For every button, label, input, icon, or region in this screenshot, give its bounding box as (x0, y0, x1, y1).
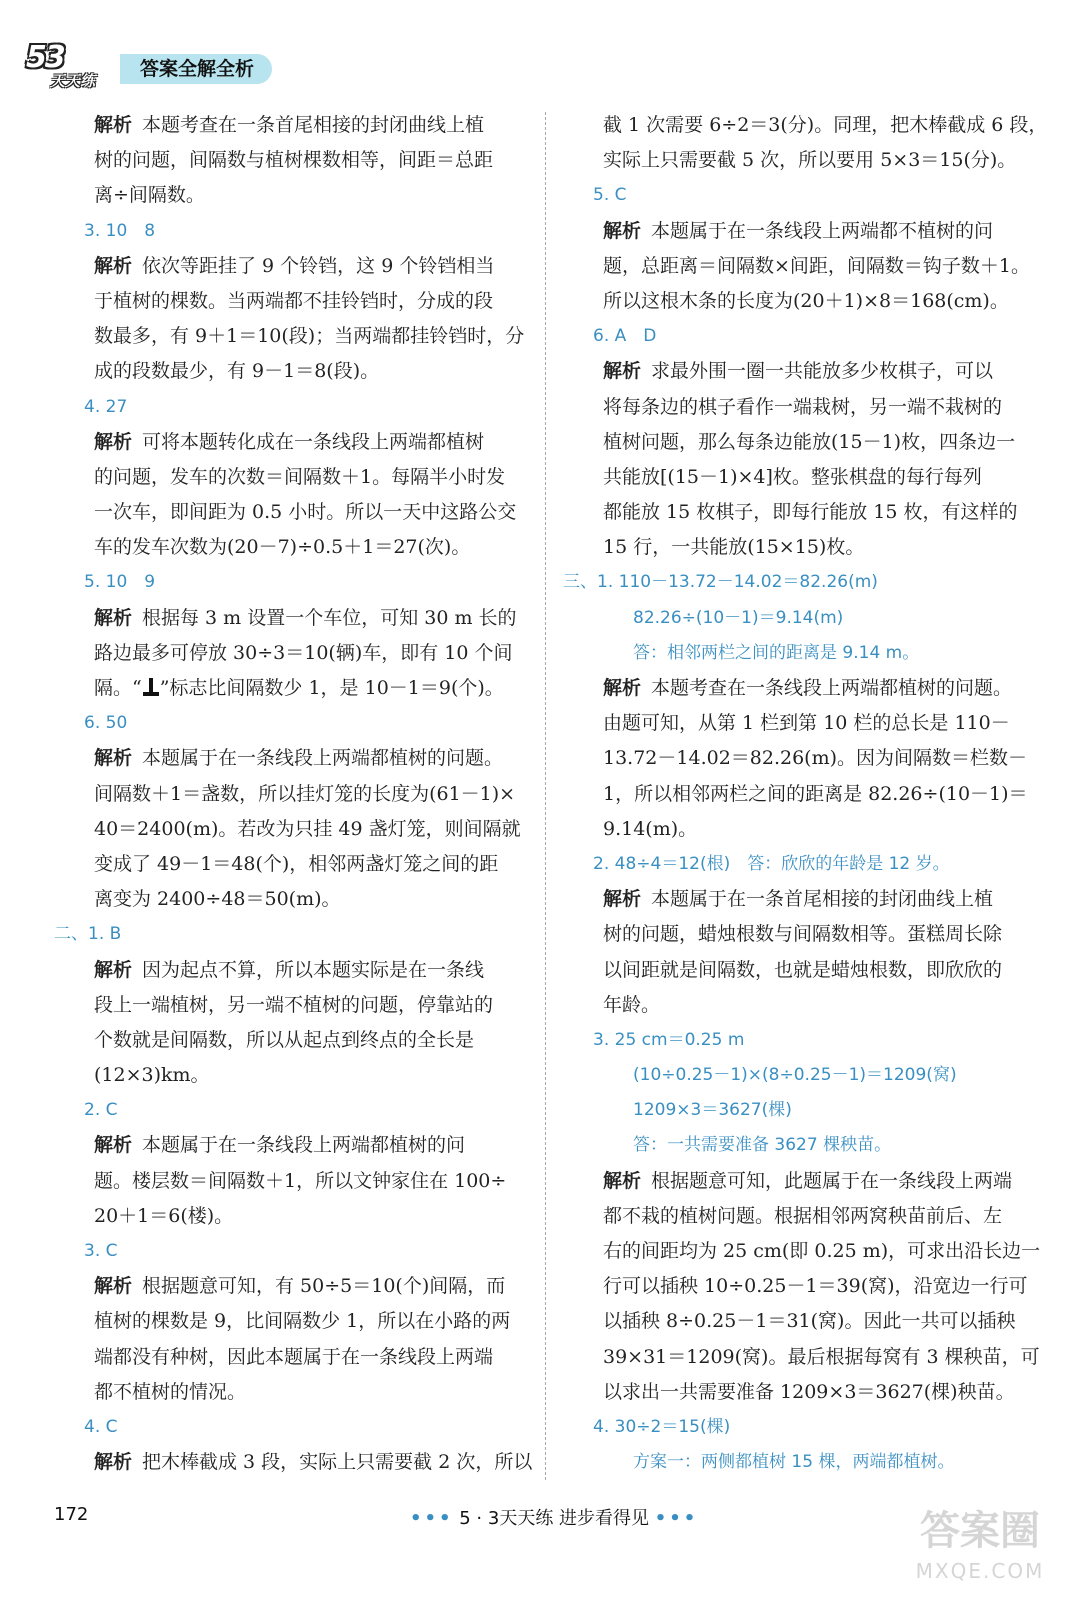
text-line: 把木棒截成 3 段，实际上只需要截 2 次，所以 (142, 1451, 533, 1474)
text-segment: 隔。“ (94, 677, 142, 699)
text-line: 题。楼层数＝间隔数＋1，所以文钟家住在 100÷ (94, 1169, 507, 1192)
footer-dots-right: ••• (654, 1508, 699, 1529)
text-line: 求最外围一圈一共能放多少枚棋子，可以 (651, 360, 994, 383)
watermark-url: MXQE.COM (915, 1559, 1045, 1583)
text-line: 根据题意可知，此题属于在一条线段上两端 (651, 1169, 1013, 1192)
analysis-line (54, 1445, 533, 1480)
answer-text: 1. B (88, 924, 122, 945)
section-answer-line (563, 565, 1043, 600)
analysis-label: 解析 (94, 958, 133, 981)
answer-line: 答：一共需要准备 3627 棵秧苗。 (633, 1135, 892, 1156)
section-number: 三、 (563, 572, 597, 593)
answer-line: 4. C (84, 1416, 118, 1437)
text-line: 树的问题，蜡烛根数与间隔数相等。蛋糕周长除 (603, 923, 1003, 946)
text-line: 20＋1＝6(楼)。 (94, 1204, 234, 1227)
text-line: 离÷间隔数。 (94, 184, 205, 207)
text-line: 年龄。 (603, 993, 661, 1016)
left-column (54, 108, 533, 1480)
text-line: 1，所以相邻两栏之间的距离是 82.26÷(10－1)＝ (603, 782, 1028, 805)
text-line: 实际上只需要截 5 次，所以要用 5×3＝15(分)。 (603, 149, 1017, 172)
analysis-label: 解析 (94, 254, 133, 277)
text-line: 可将本题转化成在一条线段上两端都植树 (142, 430, 485, 453)
text-line: 根据题意可知，有 50÷5＝10(个)间隔，而 (142, 1275, 506, 1298)
text-line: 车的发车次数为(20－7)÷0.5＋1＝27(次)。 (94, 536, 471, 559)
text-line: 都不栽的植树问题。根据相邻两窝秧苗前后、左 (603, 1204, 1003, 1227)
answer-line: 6. 50 (84, 713, 128, 734)
answer-line: 3. C (84, 1241, 118, 1261)
text-line (54, 671, 529, 706)
analysis-line (54, 108, 529, 143)
analysis-label: 解析 (603, 1169, 642, 1192)
logo-number: 53 (26, 40, 64, 75)
text-line: 于植树的棵数。当两端都不挂铃铛时，分成的段 (94, 289, 494, 312)
text-line: 路边最多可停放 30÷3＝10(辆)车，即有 10 个间 (94, 641, 513, 664)
text-line: 间隔数＋1＝盏数，所以挂灯笼的长度为(61－1)× (94, 782, 516, 805)
analysis-line (54, 425, 529, 460)
footer-dots-left: ••• (410, 1508, 454, 1529)
page-number: 172 (54, 1504, 89, 1525)
answer-line: 方案一：两侧都植树 15 棵，两端都植树。 (633, 1452, 955, 1473)
text-line: (12×3)km。 (94, 1064, 210, 1087)
analysis-label: 解析 (94, 747, 133, 770)
section-answer-line (54, 917, 529, 952)
text-line: 9.14(m)。 (603, 817, 698, 840)
text-line: 变成了 49－1＝48(个)，相邻两盏灯笼之间的距 (94, 852, 499, 875)
right-column (563, 108, 1048, 1480)
text-line: 题，总距离＝间隔数×间距，间隔数＝钩子数＋1。 (603, 254, 1031, 277)
watermark-logo: 答案圈 (920, 1508, 1040, 1554)
analysis-label: 解析 (603, 360, 642, 383)
text-line: 端都没有种树，因此本题属于在一条线段上两端 (94, 1345, 494, 1368)
analysis-label: 解析 (94, 1451, 133, 1474)
text-line: 个数就是间隔数，所以从起点到终点的全长是 (94, 1028, 475, 1051)
text-line: 右的间距均为 25 cm(即 0.25 m)，可求出沿长边一 (603, 1240, 1041, 1262)
text-line: 39×31＝1209(窝)。最后根据每窝有 3 棵秧苗，可 (603, 1345, 1040, 1368)
footer-slogan-text: 5 · 3天天练 进步看得见 (459, 1508, 650, 1529)
footer-slogan (410, 1504, 698, 1530)
analysis-line (54, 1128, 529, 1163)
analysis-label: 解析 (94, 114, 133, 136)
analysis-label: 解析 (94, 430, 133, 453)
analysis-line (54, 249, 529, 284)
answer-line: 答：相邻两栏之间的距离是 9.14 m。 (633, 642, 920, 663)
text-line: 由题可知，从第 1 栏到第 10 栏的总长是 110－ (603, 712, 1010, 735)
answer-line: 1209×3＝3627(棵) (633, 1100, 792, 1121)
answer-line: 3. 25 cm＝0.25 m (593, 1029, 745, 1050)
text-line: 离变为 2400÷48＝50(m)。 (94, 888, 341, 911)
answer-line: 2. 48÷4＝12(根) 答：欣欣的年龄是 12 岁。 (593, 853, 950, 874)
header (22, 40, 342, 96)
text-line: 本题属于在一条线段上两端都植树的问 (142, 1134, 466, 1157)
answer-line: 5. 10 9 (84, 572, 156, 593)
text-line: 本题属于在一条线段上两端都植树的问题。 (142, 747, 504, 770)
text-line: 植树问题，那么每条边能放(15－1)枚，四条边一 (603, 430, 1016, 453)
text-line: 本题属于在一条首尾相接的封闭曲线上植 (651, 888, 994, 911)
logo-text: 天天练 (50, 72, 96, 90)
analysis-line (54, 1269, 529, 1304)
text-line: 以插秧 8÷0.25－1＝31(窝)。因此一共可以插秧 (603, 1310, 1016, 1333)
text-line: 15 行，一共能放(15×15)枚。 (603, 536, 865, 559)
analysis-line (563, 671, 1043, 706)
analysis-line (54, 953, 529, 988)
text-line: 以间距就是间隔数，也就是蜡烛根数，即欣欣的 (603, 958, 1003, 981)
text-line: 本题考查在一条线段上两端都植树的问题。 (651, 677, 1013, 699)
text-line: 成的段数最少，有 9－1＝8(段)。 (94, 360, 380, 383)
text-line: 依次等距挂了 9 个铃铛，这 9 个铃铛相当 (142, 254, 495, 277)
analysis-label: 解析 (94, 606, 133, 629)
analysis-line (563, 882, 1043, 917)
text-line: 13.72－14.02＝82.26(m)。因为间隔数＝栏数－ (603, 747, 1028, 770)
answer-line: 4. 27 (84, 396, 128, 417)
text-line: 以求出一共需要准备 1209×3＝3627(棵)秧苗。 (603, 1380, 1015, 1403)
text-line: 树的问题，间隔数与植树棵数相等，间距＝总距 (94, 149, 494, 172)
text-line: 截 1 次需要 6÷2＝3(分)。同理，把木棒截成 6 段， (603, 114, 1048, 136)
column-divider (545, 112, 546, 1480)
analysis-line (54, 741, 529, 776)
logo (22, 40, 120, 94)
page-title: 答案全解全析 (120, 54, 272, 84)
answer-line: 4. 30÷2＝15(棵) (593, 1416, 731, 1437)
text-line: 数最多，有 9＋1＝10(段)；当两端都挂铃铛时，分 (94, 325, 525, 348)
text-line: 40＝2400(m)。若改为只挂 49 盏灯笼，则间隔就 (94, 817, 521, 840)
text-line: 所以这根木条的长度为(20＋1)×8＝168(cm)。 (603, 289, 1009, 312)
text-line: 都不植树的情况。 (94, 1380, 247, 1403)
answer-text: 1. 110－13.72－14.02＝82.26(m) (597, 572, 878, 593)
answer-line: (10÷0.25－1)×(8÷0.25－1)＝1209(窝) (633, 1065, 957, 1086)
analysis-line (563, 214, 1043, 249)
text-line: 将每条边的棋子看作一端栽树，另一端不栽树的 (603, 395, 1003, 418)
answer-line: 82.26÷(10－1)＝9.14(m) (633, 607, 844, 628)
answer-line: 3. 10 8 (84, 220, 156, 241)
section-number: 二、 (54, 924, 88, 945)
text-line: 本题考查在一条首尾相接的封闭曲线上植 (142, 114, 485, 136)
analysis-label: 解析 (94, 1275, 133, 1298)
text-line: 植树的棵数是 9，比间隔数少 1，所以在小路的两 (94, 1310, 511, 1333)
answer-line: 6. A D (593, 326, 657, 347)
text-line: 本题属于在一条线段上两端都不植树的问 (651, 219, 994, 242)
inverted-t-sign-icon (142, 678, 160, 696)
analysis-label: 解析 (603, 888, 642, 911)
text-line: 因为起点不算，所以本题实际是在一条线 (142, 958, 485, 981)
text-line: 段上一端植树，另一端不植树的问题，停靠站的 (94, 993, 494, 1016)
text-line: 都能放 15 枚棋子，即每行能放 15 枚，有这样的 (603, 501, 1018, 524)
analysis-line (563, 354, 1043, 389)
answer-line: 2. C (84, 1100, 118, 1121)
text-line: 一次车，即间距为 0.5 小时。所以一天中这路公交 (94, 501, 517, 524)
analysis-label: 解析 (94, 1134, 133, 1157)
analysis-line (563, 1164, 1043, 1199)
watermark (880, 1505, 1080, 1595)
text-line: 的问题，发车的次数＝间隔数＋1。每隔半小时发 (94, 465, 506, 488)
analysis-line (54, 601, 529, 636)
text-line: 根据每 3 m 设置一个车位，可知 30 m 长的 (142, 606, 517, 629)
text-line: 行可以插秧 10÷0.25－1＝39(窝)，沿宽边一行可 (603, 1275, 1028, 1298)
text-segment: ”标志比间隔数少 1，是 10－1＝9(个)。 (159, 677, 504, 699)
analysis-label: 解析 (603, 219, 642, 242)
analysis-label: 解析 (603, 677, 642, 699)
text-line: 共能放[(15－1)×4]枚。整张棋盘的每行每列 (603, 465, 982, 488)
answer-line: 5. C (593, 185, 627, 206)
